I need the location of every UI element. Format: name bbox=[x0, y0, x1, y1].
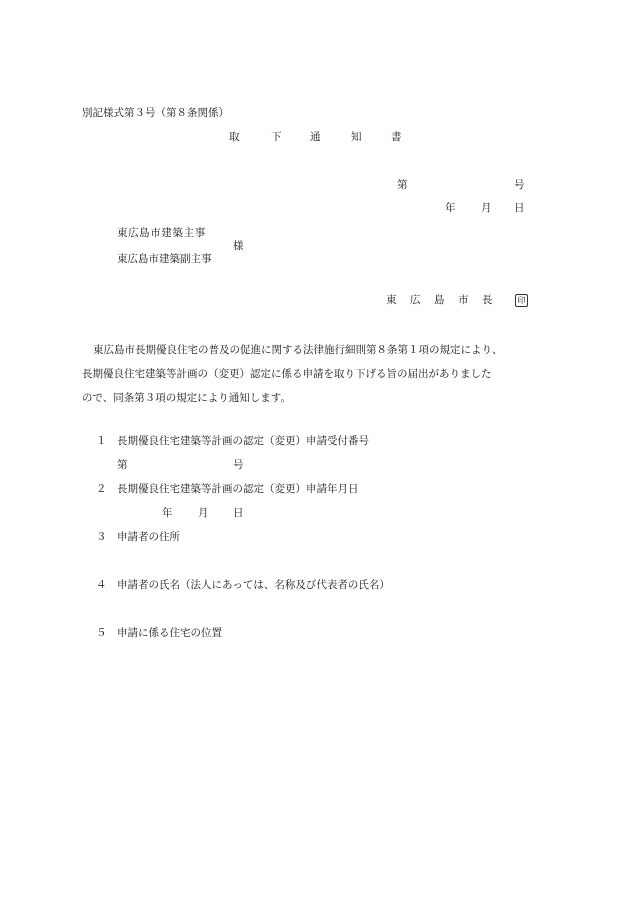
sender-char: 長 bbox=[482, 294, 493, 306]
form-label: 別記様式第３号（第８条関係） bbox=[82, 107, 229, 119]
sender-char: 東 bbox=[386, 294, 397, 306]
date-month: 月 bbox=[481, 202, 492, 214]
number-suffix: 号 bbox=[514, 179, 525, 191]
item-number: ５ bbox=[96, 627, 107, 639]
item-number: ２ bbox=[96, 483, 107, 495]
title-char: 下 bbox=[271, 131, 282, 143]
seal-icon: 印 bbox=[515, 294, 528, 307]
recipient-line1: 東広島市建築主事 bbox=[117, 227, 206, 239]
item-label: 長期優良住宅建築等計画の認定（変更）申請受付番号 bbox=[117, 435, 369, 447]
item2-value-day: 日 bbox=[233, 507, 244, 519]
seal-mark bbox=[515, 293, 528, 307]
item-label: 申請者の氏名（法人にあっては、名称及び代表者の氏名） bbox=[117, 579, 390, 591]
item-label: 申請者の住所 bbox=[117, 531, 180, 543]
sender-char: 島 bbox=[434, 294, 445, 306]
item1-value-suffix: 号 bbox=[233, 459, 244, 471]
item-number: １ bbox=[96, 435, 107, 447]
item1-value-prefix: 第 bbox=[117, 459, 128, 471]
number-prefix: 第 bbox=[397, 179, 408, 191]
item-label: 長期優良住宅建築等計画の認定（変更）申請年月日 bbox=[117, 483, 359, 495]
date-day: 日 bbox=[514, 202, 525, 214]
item2-value-month: 月 bbox=[198, 507, 209, 519]
item2-value-year: 年 bbox=[162, 507, 173, 519]
recipient-line2: 東広島市建築副主事 bbox=[117, 253, 212, 265]
title-char: 知 bbox=[351, 131, 362, 143]
body-paragraph bbox=[82, 338, 562, 410]
date-year: 年 bbox=[445, 202, 456, 214]
sender-char: 市 bbox=[458, 294, 469, 306]
title-char: 書 bbox=[391, 131, 402, 143]
item-number: ３ bbox=[96, 531, 107, 543]
item-label: 申請に係る住宅の位置 bbox=[117, 627, 222, 639]
recipient-honorific: 様 bbox=[233, 240, 244, 252]
item-number: ４ bbox=[96, 579, 107, 591]
title-char: 取 bbox=[229, 131, 240, 143]
body-line: ので、同条第３項の規定により通知します。 bbox=[82, 392, 291, 404]
sender-char: 広 bbox=[410, 294, 421, 306]
title-char: 通 bbox=[310, 131, 321, 143]
body-line: 長期優良住宅建築等計画の（変更）認定に係る申請を取り下げる旨の届出がありました bbox=[82, 368, 492, 380]
body-line: 東広島市長期優良住宅の普及の促進に関する法律施行細則第８条第１項の規定により、 bbox=[93, 344, 503, 356]
